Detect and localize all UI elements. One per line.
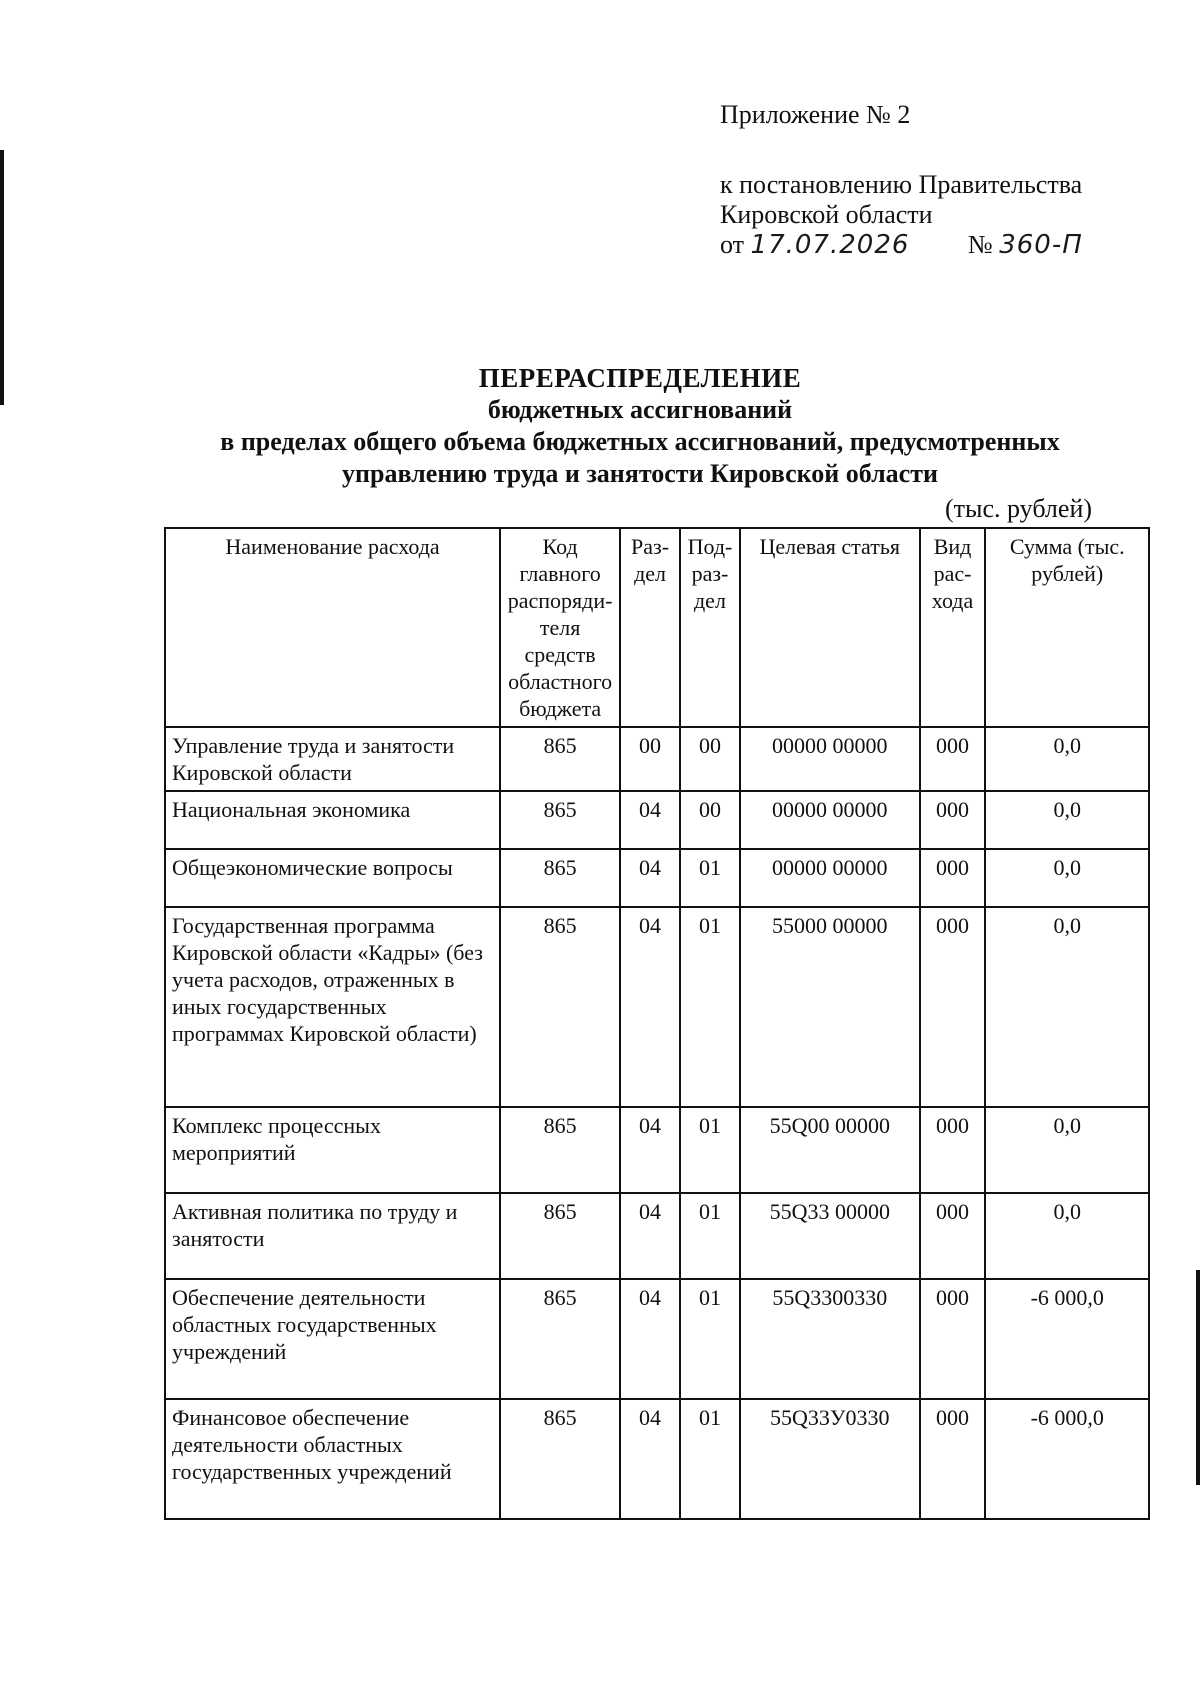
cell-subsection: 00 (680, 791, 740, 849)
table-row (165, 791, 1149, 849)
cell-name: Государственная программа Кировской области «Кадры» (без учета расходов, отраженных в иных государственных программах Кировской области) (165, 907, 500, 1107)
cell-kind: 000 (920, 1399, 986, 1519)
budget-table (164, 527, 1150, 1520)
cell-subsection: 00 (680, 727, 740, 791)
cell-target: 00000 00000 (740, 849, 920, 907)
cell-code: 865 (500, 1399, 620, 1519)
cell-target: 55Q33У0330 (740, 1399, 920, 1519)
cell-subsection: 01 (680, 1107, 740, 1193)
date-prefix: от (720, 230, 745, 259)
cell-section: 04 (620, 849, 680, 907)
cell-kind: 000 (920, 1193, 986, 1279)
cell-section: 04 (620, 1399, 680, 1519)
cell-code: 865 (500, 1279, 620, 1399)
table-row (165, 1107, 1149, 1193)
cell-code: 865 (500, 849, 620, 907)
cell-sum: 0,0 (985, 1193, 1149, 1279)
scan-edge-mark-left (0, 150, 4, 405)
cell-code: 865 (500, 727, 620, 791)
cell-section: 00 (620, 727, 680, 791)
cell-name: Общеэкономические вопросы (165, 849, 500, 907)
cell-subsection: 01 (680, 849, 740, 907)
cell-sum: 0,0 (985, 727, 1149, 791)
table-row (165, 727, 1149, 791)
cell-subsection: 01 (680, 1399, 740, 1519)
cell-target: 55000 00000 (740, 907, 920, 1107)
cell-name: Национальная экономика (165, 791, 500, 849)
cell-sum: 0,0 (985, 1107, 1149, 1193)
cell-name: Активная политика по труду и занятости (165, 1193, 500, 1279)
cell-target: 00000 00000 (740, 727, 920, 791)
resolution-date-line (720, 230, 1180, 260)
cell-sum: -6 000,0 (985, 1399, 1149, 1519)
cell-section: 04 (620, 791, 680, 849)
cell-target: 55Q33 00000 (740, 1193, 920, 1279)
title-line-2: бюджетных ассигнований (487, 395, 793, 424)
table-row (165, 849, 1149, 907)
cell-code: 865 (500, 1107, 620, 1193)
cell-subsection: 01 (680, 1279, 740, 1399)
cell-sum: -6 000,0 (985, 1279, 1149, 1399)
title-main: ПЕРЕРАСПРЕДЕЛЕНИЕ (478, 363, 802, 393)
header-section: Раз-дел (620, 528, 680, 727)
header-name: Наименование расхода (165, 528, 500, 727)
handwritten-number: 360-П (999, 230, 1083, 260)
cell-kind: 000 (920, 1279, 986, 1399)
cell-sum: 0,0 (985, 849, 1149, 907)
header-kind: Вид рас-хода (920, 528, 986, 727)
cell-section: 04 (620, 1279, 680, 1399)
cell-name: Обеспечение деятельности областных государственных учреждений (165, 1279, 500, 1399)
title-line-4: управлению труда и занятости Кировской области (342, 459, 938, 488)
cell-code: 865 (500, 1193, 620, 1279)
cell-kind: 000 (920, 727, 986, 791)
cell-sum: 0,0 (985, 791, 1149, 849)
handwritten-date: 17.07.2026 (750, 230, 910, 260)
header-subsection: Под-раз-дел (680, 528, 740, 727)
cell-name: Комплекс процессных мероприятий (165, 1107, 500, 1193)
cell-kind: 000 (920, 791, 986, 849)
cell-subsection: 01 (680, 907, 740, 1107)
header-sum: Сумма (тыс. рублей) (985, 528, 1149, 727)
scan-edge-mark-right (1196, 1270, 1200, 1485)
title-line-3: в пределах общего объема бюджетных ассигнований, предусмотренных (220, 427, 1060, 456)
cell-kind: 000 (920, 907, 986, 1107)
cell-target: 00000 00000 (740, 791, 920, 849)
cell-name: Финансовое обеспечение деятельности областных государственных учреждений (165, 1399, 500, 1519)
table-row (165, 1193, 1149, 1279)
table-row (165, 1279, 1149, 1399)
cell-code: 865 (500, 907, 620, 1107)
cell-code: 865 (500, 791, 620, 849)
appendix-number: Приложение № 2 (720, 100, 911, 129)
cell-name: Управление труда и занятости Кировской области (165, 727, 500, 791)
header-target: Целевая статья (740, 528, 920, 727)
document-title (150, 362, 1130, 490)
cell-section: 04 (620, 907, 680, 1107)
appendix-header (720, 100, 1180, 260)
header-code: Код главного распоряди-теля средств областного бюджета (500, 528, 620, 727)
resolution-line-1: к постановлению Правительства (720, 170, 1083, 199)
table-row (165, 907, 1149, 1107)
cell-kind: 000 (920, 1107, 986, 1193)
cell-kind: 000 (920, 849, 986, 907)
cell-section: 04 (620, 1107, 680, 1193)
units-label: (тыс. рублей) (945, 494, 1093, 523)
cell-target: 55Q3300330 (740, 1279, 920, 1399)
table-row (165, 1399, 1149, 1519)
cell-subsection: 01 (680, 1193, 740, 1279)
table-header-row (165, 528, 1149, 727)
cell-target: 55Q00 00000 (740, 1107, 920, 1193)
number-prefix: № (967, 230, 993, 259)
resolution-line-2: Кировской области (720, 200, 933, 229)
cell-sum: 0,0 (985, 907, 1149, 1107)
cell-section: 04 (620, 1193, 680, 1279)
